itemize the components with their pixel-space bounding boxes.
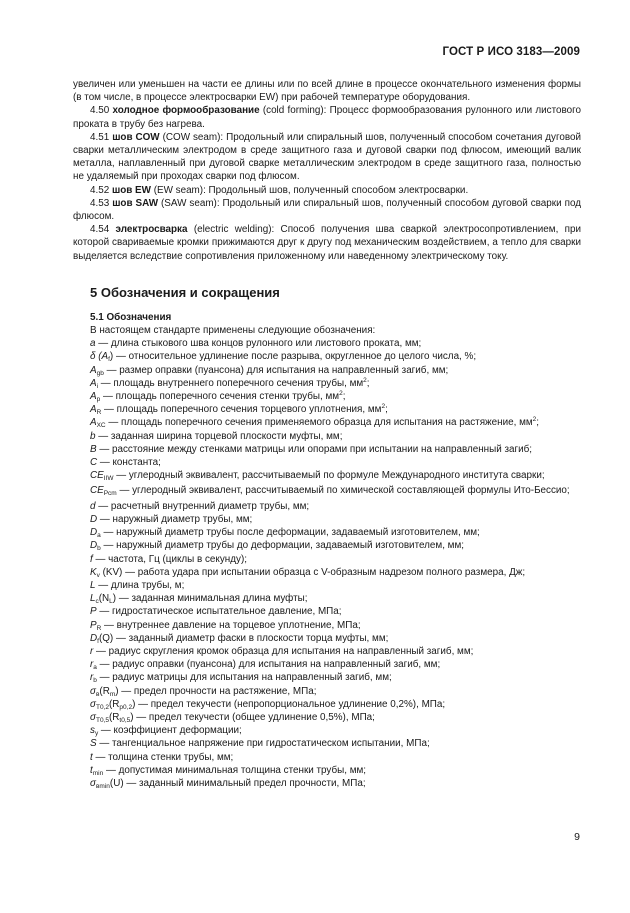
symbol-entry: d — расчетный внутренний диаметр трубы, мм;	[90, 500, 310, 512]
symbol-entry: r — радиус скругления кромок образца для испытания на направленный загиб, мм;	[90, 645, 474, 657]
symbol-entry: $A_i$ — площадь внутреннего поперечного сечения трубы, $мм^2$;	[90, 376, 370, 390]
symbol-entry: a — длина стыкового шва концов рулонного или листового проката, мм;	[90, 338, 422, 350]
term: шов EW	[111, 184, 151, 196]
symbol-entry: $A_{gb}$ — размер оправки (пуансона) для испытания на направленный загиб, мм;	[90, 364, 449, 377]
symbol-entry: $A_p$ — площадь поперечного сечения стенки трубы, $мм^2$;	[90, 390, 346, 404]
symbol-entry: $P_R$ — внутреннее давление на торцевое уплотнение, МПа;	[90, 619, 361, 632]
symbol-entry: $\sigma_в(R_m)$ — предел прочности на растяжение, МПа;	[90, 685, 317, 698]
symbol-entry: $r_a$ — радиус оправки (пуансона) для испытания на направленный загиб, мм;	[90, 659, 441, 672]
symbol-entry: P — гидростатическое испытательное давление, МПа;	[90, 606, 342, 618]
symbol-entry: $D_f(Q)$ — заданный диаметр фаски в плоскости торца муфты, мм;	[90, 632, 389, 645]
symbol-entry: $CE_{IIW}$ — углеродный эквивалент, рассчитываемый по формуле Международного института сварки;	[90, 470, 545, 483]
paragraph-4-54: 4.54 электросварка (electric welding): Способ получения шва сваркой электросопротивлением, при которой свариваемые кромки прижимаются друг к другу под механическим воздействием, а тепло для сварки выделяется вследствие сопротивления приложенному или наведенному электрическому току.	[73, 224, 581, 262]
document-body	[73, 78, 581, 790]
symbol-entry: S — тангенциальное напряжение при гидростатическом испытании, МПа;	[90, 738, 430, 750]
symbol-entry: $s_y$ — коэффициент деформации;	[90, 725, 242, 738]
paragraph-4-50: 4.50 холодное формообразование (cold forming): Процесс формообразования рулонного или листового проката в трубу без нагрева.	[73, 105, 581, 130]
symbol-entry: $A_R$ — площадь поперечного сечения торцевого уплотнения, $мм^2$;	[90, 403, 388, 417]
subsection-intro: В настоящем стандарте применены следующие обозначения:	[90, 325, 376, 337]
symbol-entry: D — наружный диаметр трубы, мм;	[90, 513, 253, 525]
symbol-entry: $\sigma_{вmin}(U)$ — заданный минимальный предел прочности, МПа;	[90, 777, 366, 790]
term: шов SAW	[112, 197, 159, 209]
symbol-entry: $\sigma_{T0,2}(R_{p0,2})$ — предел текучести (непропорциональное удлинение 0,2%), МПа;	[90, 698, 446, 711]
symbol-entry: L — длина трубы, м;	[90, 579, 185, 591]
symbol-entry: $K_v$ (KV) — работа удара при испытании образца с V-образным надрезом полного размера, Дж;	[90, 566, 526, 579]
symbol-entry: $r_b$ — радиус матрицы для испытания на направленный загиб, мм;	[90, 672, 392, 685]
symbol-entry: $\sigma_{T0,5}(R_{t0,5})$ — предел текучести (общее удлинение 0,5%), МПа;	[90, 711, 375, 724]
paragraph-continuation: увеличен или уменьшен на части ее длины или по всей длине в процессе окончательного изменения формы (в том числе, в процессе электросварки EW) при рабочей температуре оборудования.	[73, 79, 581, 104]
paragraph-4-53: 4.53 шов SAW (SAW seam): Продольный или спиральный шов, полученный способом дуговой сварки под флюсом.	[73, 197, 581, 223]
symbol-entry: δ $(A_f)$ — относительное удлинение после разрыва, округленное до целого числа, %;	[90, 351, 477, 364]
symbol-entry: t — толщина стенки трубы, мм;	[90, 751, 234, 763]
symbol-entry: $A_{XC}$ — площадь поперечного сечения применяемого образца для испытания на растяжение, $мм^2$;	[90, 416, 540, 430]
subsection-title: 5.1 Обозначения	[90, 311, 172, 323]
term: шов COW	[112, 131, 160, 143]
symbol-entry: $D_b$ — наружный диаметр трубы до деформации, задаваемый изготовителем, мм;	[90, 540, 465, 553]
document-header: ГОСТ Р ИСО 3183—2009	[442, 46, 580, 58]
symbol-entry: f — частота, Гц (циклы в секунду);	[90, 553, 247, 565]
symbol-entry: b — заданная ширина торцевой плоскости муфты, мм;	[90, 430, 343, 442]
paragraph-4-52: 4.52 шов EW (EW seam): Продольный шов, полученный способом электросварки.	[90, 184, 469, 196]
term: холодное формообразование	[112, 105, 260, 117]
symbol-entry: $t_{min}$ — допустимая минимальная толщина стенки трубы, мм;	[90, 764, 367, 777]
paragraph-4-51: 4.51 шов COW (COW seam): Продольный или спиральный шов, полученный способом сочетания дуговой сварки металлическим электродом в среде защитного газа и дуговой сварки под флюсом, имеющий валик металла, наплавленный при дуговой сварке металлическим электродом в среде защитного газа, полностью не удаляемый при проходах сварки под флюсом.	[73, 131, 581, 183]
symbol-entry: $CE_{Pcm}$ — углеродный эквивалент, рассчитываемый по химической составляющей формулы Ито-Бессио;	[90, 485, 570, 498]
section-title: 5 Обозначения и сокращения	[90, 284, 280, 300]
symbol-entry: $D_a$ — наружный диаметр трубы после деформации, задаваемый изготовителем, мм;	[90, 527, 480, 540]
term: электросварка	[115, 224, 188, 236]
symbol-entry: B — расстояние между стенками матрицы или опорами при испытании на направленный загиб;	[90, 443, 533, 455]
symbol-entry: C — константа;	[90, 457, 161, 469]
page-number: 9	[574, 831, 580, 843]
symbol-entry: $L_c(N_L)$ — заданная минимальная длина муфты;	[90, 593, 308, 606]
